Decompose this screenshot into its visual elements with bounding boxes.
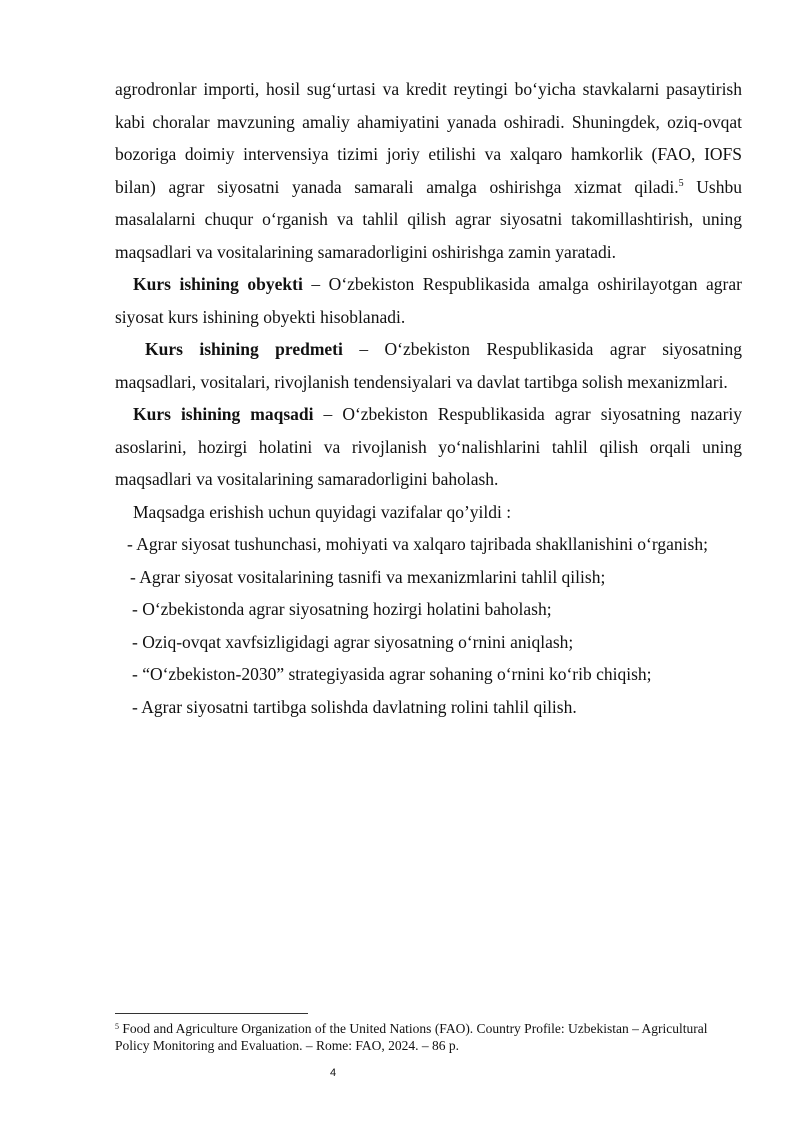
course-aim-text: – O‘zbekiston Respublikasida agrar siyosatning nazariy asoslarini, hozirgi holatini va rivojlanish yo‘nalishlarini tahlil qilish orqali uning maqsadlari va vositalarining samaradorligini baholash. [115,404,743,489]
intro-text: agrodronlar importi, hosil sug‘urtasi va kredit reytingi bo‘yicha stavkalarni pasaytirish kabi choralar mavzuning amaliy ahamiyatini yanada oshiradi. Shuningdek, oziq-ovqat bozoriga doimiy intervensiya tizimi joriy etilishi va xalqaro hamkorlik (FAO, IOFS bilan) agrar siyosatni yanada samarali amalga oshirishga xizmat qiladi. [115,79,742,197]
document-body [115,73,742,723]
task-item: - Agrar siyosat tushunchasi, mohiyati va xalqaro tajribada shakllanishini o‘rganish; [127,534,708,554]
intro-paragraph [115,73,742,268]
course-aim-label: Kurs ishining maqsadi [133,404,314,424]
task-item: - “O‘zbekiston-2030” strategiyasida agrar sohaning o‘rnini ko‘rib chiqish; [132,664,652,684]
footnote-reference[interactable]: 5 [678,177,684,189]
footnote-separator [115,1013,308,1014]
task-item: - Agrar siyosat vositalarining tasnifi va mexanizmlarini tahlil qilish; [130,566,606,587]
task-item: - O‘zbekistonda agrar siyosatning hozirgi holatini baholash; [132,599,552,619]
task-item: - Oziq-ovqat xavfsizligidagi agrar siyosatning o‘rnini aniqlash; [132,631,574,652]
footnote-marker: 5 [115,1022,119,1031]
course-aim-paragraph [115,398,742,496]
course-subject-label: Kurs ishining predmeti [145,339,343,359]
course-subject-text: – O‘zbekiston Respublikasida agrar siyosatning maqsadlari, vositalari, rivojlanish tendensiyalari va davlat tartibga solish mexanizmlari. [115,339,742,392]
footnote-text: Food and Agriculture Organization of the United Nations (FAO). Country Profile: Uzbekistan – Agricultural Policy Monitoring and Evaluation. – Rome: FAO, 2024. – 86 p. [115,1021,708,1053]
page-number: 4 [330,1067,337,1079]
course-object-label: Kurs ishining obyekti [133,274,303,294]
tasks-intro: Maqsadga erishish uchun quyidagi vazifalar qo’yildi : [133,501,512,522]
course-object-paragraph [115,268,742,333]
task-item: - Agrar siyosatni tartibga solishda davlatning rolini tahlil qilish. [132,696,577,717]
course-subject-paragraph [115,333,742,398]
course-object-text: – O‘zbekiston Respublikasida amalga oshirilayotgan agrar siyosat kurs ishining obyekti hisoblanadi. [115,274,742,327]
footnote [115,1020,742,1054]
intro-text-continued: Ushbu masalalarni chuqur o‘rganish va tahlil qilish agrar siyosatni takomillashtirish, uning maqsadlari va vositalarining samaradorligini oshirishga zamin yaratadi. [115,176,742,262]
